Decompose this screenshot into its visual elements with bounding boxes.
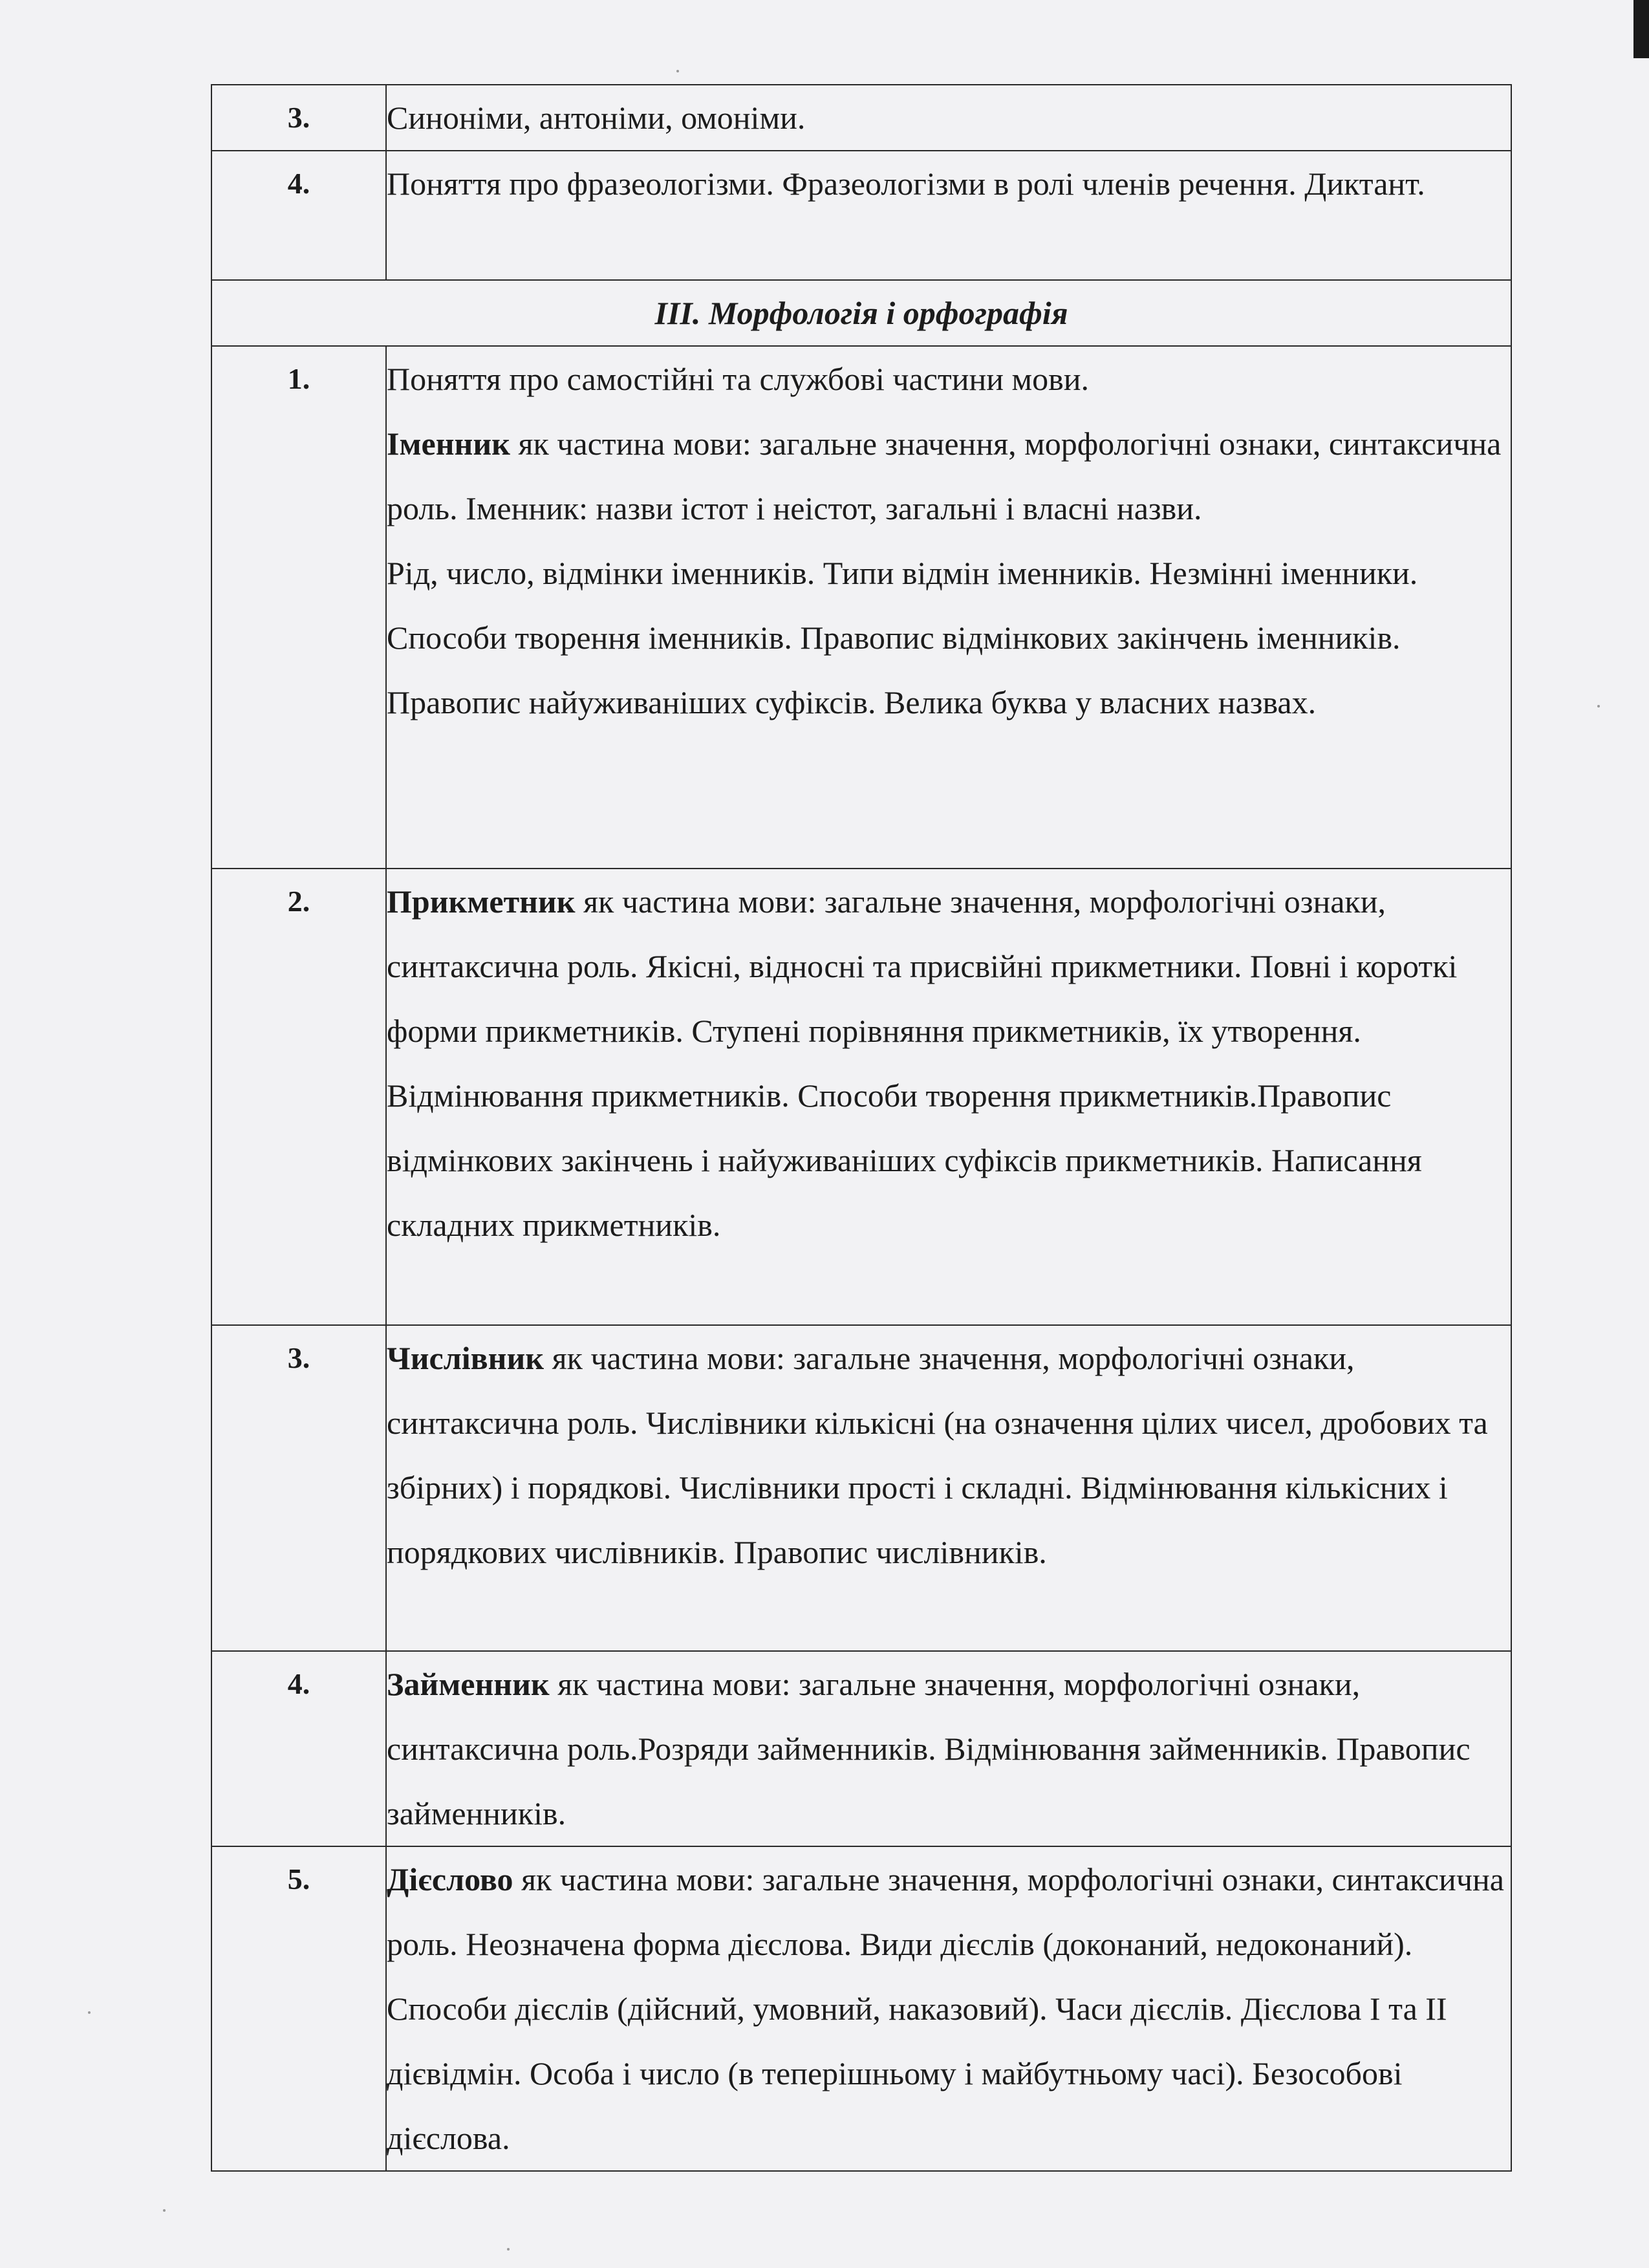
paragraph-text: Синоніми, антоніми, омоніми. [387, 100, 806, 136]
row-content [386, 85, 1511, 151]
scan-speck [676, 70, 679, 72]
paragraph-text: як частина мови: загальне значення, морфологічні ознаки, синтаксична роль.Розряди займенників. Відмінювання займенників. Правопис займенників. [387, 1666, 1471, 1831]
table-row [211, 869, 1511, 1325]
paragraph-text: Поняття про фразеологізми. Фразеологізми в ролі членів речення. Диктант. [387, 166, 1425, 202]
term-label: Числівник [387, 1340, 544, 1376]
table-row [211, 151, 1511, 280]
row-paragraph [387, 411, 1511, 541]
term-label: Прикметник [387, 883, 576, 920]
row-paragraph [387, 151, 1511, 216]
scan-speck [88, 2011, 91, 2014]
table-row [211, 1325, 1511, 1651]
row-number: 3. [211, 1325, 386, 1651]
paragraph-text: Поняття про самостійні та службові частини мови. [387, 361, 1090, 397]
section-heading-row [211, 280, 1511, 346]
row-content [386, 1651, 1511, 1846]
term-label: Іменник [387, 426, 510, 462]
row-paragraph [387, 85, 1511, 150]
row-number: 2. [211, 869, 386, 1325]
row-number: 1. [211, 346, 386, 869]
scan-speck [507, 2248, 510, 2251]
row-number: 4. [211, 1651, 386, 1846]
scan-speck [1597, 705, 1600, 707]
row-paragraph [387, 1652, 1511, 1846]
paragraph-text: як частина мови: загальне значення, морфологічні ознаки, синтаксична роль. Неозначена форма дієслова. Види дієслів (доконаний, недоконаний). Способи дієслів (дійсний, умовний, наказовий). Часи дієслів. Дієслова І та ІІ дієвідмін. Особа і число (в теперішньому і майбутньому часі). Безособові дієслова. [387, 1861, 1504, 2156]
paragraph-text: як частина мови: загальне значення, морфологічні ознаки, синтаксична роль. Іменник: назви істот і неістот, загальні і власні назви. [387, 426, 1502, 526]
scan-edge-shadow [1633, 0, 1649, 58]
scan-speck [163, 2209, 166, 2212]
term-label: Дієслово [387, 1861, 513, 1897]
row-content [386, 869, 1511, 1325]
paragraph-text: як частина мови: загальне значення, морфологічні ознаки, синтаксична роль. Якісні, відносні та присвійні прикметники. Повні і короткі форми прикметників. Ступені порівняння прикметників, їх утворення. Відмінювання прикметників. Способи творення прикметників.Правопис відмінкових закінчень і найуживаніших суфіксів прикметників. Написання складних прикметників. [387, 883, 1458, 1243]
term-label: Займенник [387, 1666, 550, 1702]
table-row [211, 346, 1511, 869]
row-content [386, 1325, 1511, 1651]
curriculum-table [211, 84, 1512, 2172]
paragraph-text: як частина мови: загальне значення, морфологічні ознаки, синтаксична роль. Числівники кількісні (на означення цілих чисел, дробових та збірних) і порядкові. Числівники прості і складні. Відмінювання кількісних і порядкових числівників. Правопис числівників. [387, 1340, 1488, 1570]
paragraph-text: Рід, число, відмінки іменників. Типи відмін іменників. Незмінні іменники. Способи творення іменників. Правопис відмінкових закінчень іменників. Правопис найуживаніших суфіксів. Велика буква у власних назвах. [387, 555, 1418, 720]
table-row [211, 1651, 1511, 1846]
row-paragraph [387, 541, 1511, 735]
row-number: 3. [211, 85, 386, 151]
row-number: 5. [211, 1846, 386, 2171]
table-row [211, 85, 1511, 151]
row-content [386, 151, 1511, 280]
row-paragraph [387, 347, 1511, 411]
section-heading: III. Морфологія і орфографія [211, 280, 1511, 346]
row-number: 4. [211, 151, 386, 280]
row-paragraph [387, 1847, 1511, 2170]
row-paragraph [387, 869, 1511, 1257]
row-content [386, 346, 1511, 869]
table-row [211, 1846, 1511, 2171]
row-paragraph [387, 1326, 1511, 1584]
row-content [386, 1846, 1511, 2171]
